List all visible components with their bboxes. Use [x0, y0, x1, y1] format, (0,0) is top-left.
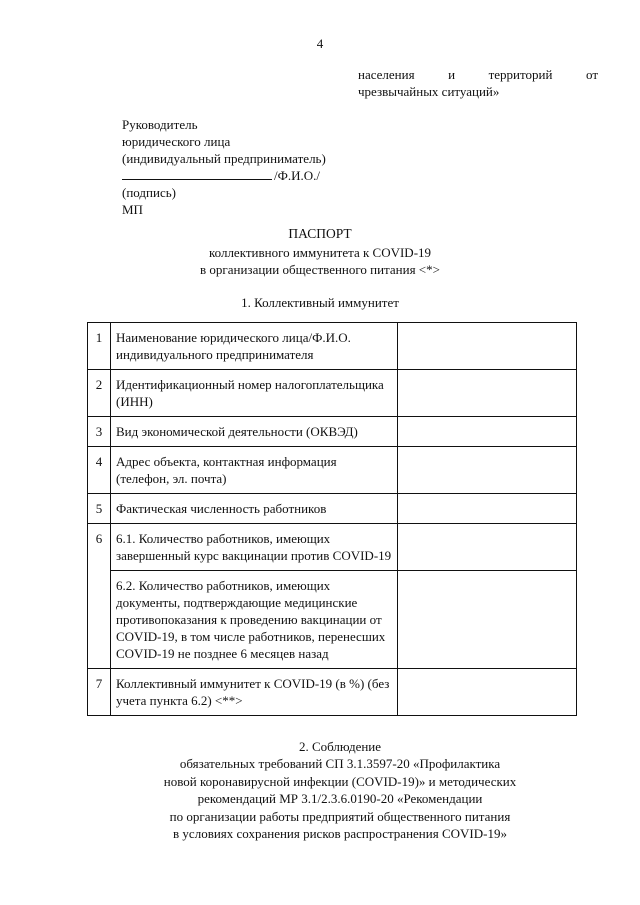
- title-main: ПАСПОРТ: [288, 226, 352, 241]
- row-value-cell: [398, 524, 577, 571]
- page-number: 4: [316, 36, 324, 51]
- signature-line-1: Руководитель: [122, 117, 198, 132]
- header-line-1: [358, 66, 598, 83]
- row-label: 6.2. Количество работников, имеющих документы, подтверждающие медицинские противопоказания к проведению вакцинации от COVID-19, в том числе работников, перенесших COVID-19 не позднее 6 месяцев назад: [111, 571, 398, 669]
- table-row: [88, 370, 577, 417]
- section-2-line: обязательных требований СП 3.1.3597-20 «Профилактика: [179, 756, 501, 772]
- row-label: Адрес объекта, контактная информация (телефон, эл. почта): [111, 447, 398, 494]
- section-2-line: по организации работы предприятий общественного питания: [169, 808, 511, 824]
- signature-fio-line: [122, 167, 326, 184]
- signature-underline: [122, 167, 272, 180]
- row-number: 2: [88, 370, 111, 417]
- row-value-cell: [398, 669, 577, 716]
- table-row: [88, 669, 577, 716]
- header-word: и: [448, 67, 456, 82]
- header-continuation: [358, 66, 598, 100]
- section-2-line: новой коронавирусной инфекции (COVID-19)» и методических: [163, 773, 517, 789]
- row-value-cell: [398, 323, 577, 370]
- table-row: [88, 494, 577, 524]
- table-row: [88, 447, 577, 494]
- table-row: [88, 571, 577, 669]
- row-value-cell: [398, 370, 577, 417]
- header-line-2: чрезвычайных ситуаций»: [358, 84, 500, 99]
- signature-block: [122, 116, 326, 218]
- row-number: 3: [88, 417, 111, 447]
- document-title: [0, 225, 640, 278]
- table-row: [88, 323, 577, 370]
- row-number: 5: [88, 494, 111, 524]
- row-label: Коллективный иммунитет к COVID-19 (в %) (без учета пункта 6.2) <**>: [111, 669, 398, 716]
- signature-line-2: юридического лица: [122, 134, 231, 149]
- row-number: 6: [88, 524, 111, 669]
- row-label: Вид экономической деятельности (ОКВЭД): [111, 417, 398, 447]
- header-word: территорий: [488, 67, 553, 82]
- row-value-cell: [398, 494, 577, 524]
- section-2-line: рекомендаций МР 3.1/2.3.6.0190-20 «Рекомендации: [197, 791, 483, 807]
- signature-sign-label: (подпись): [122, 185, 176, 200]
- section-2-line: в условиях сохранения рисков распространения COVID-19»: [173, 826, 507, 842]
- title-line-3: в организации общественного питания <*>: [200, 262, 440, 277]
- row-label: Наименование юридического лица/Ф.И.О. индивидуального предпринимателя: [111, 323, 398, 370]
- signature-seal: МП: [122, 202, 143, 217]
- row-value-cell: [398, 447, 577, 494]
- row-number: 7: [88, 669, 111, 716]
- row-label: 6.1. Количество работников, имеющих завершенный курс вакцинации против COVID-19: [111, 524, 398, 571]
- row-number: 4: [88, 447, 111, 494]
- section-2-line: 2. Соблюдение: [298, 739, 382, 754]
- header-word: от: [585, 67, 598, 82]
- signature-fio: /Ф.И.О./: [274, 168, 321, 183]
- row-value-cell: [398, 571, 577, 669]
- section-1-heading: 1. Коллективный иммунитет: [241, 295, 399, 310]
- section-2-heading: [0, 738, 640, 842]
- title-line-2: коллективного иммунитета к COVID-19: [208, 245, 432, 260]
- table-row: [88, 417, 577, 447]
- table-row: [88, 524, 577, 571]
- signature-line-3: (индивидуальный предприниматель): [122, 151, 326, 166]
- row-number: 1: [88, 323, 111, 370]
- passport-table: [87, 322, 577, 716]
- row-label: Идентификационный номер налогоплательщика (ИНН): [111, 370, 398, 417]
- row-value-cell: [398, 417, 577, 447]
- header-word: населения: [358, 67, 415, 82]
- row-label: Фактическая численность работников: [111, 494, 398, 524]
